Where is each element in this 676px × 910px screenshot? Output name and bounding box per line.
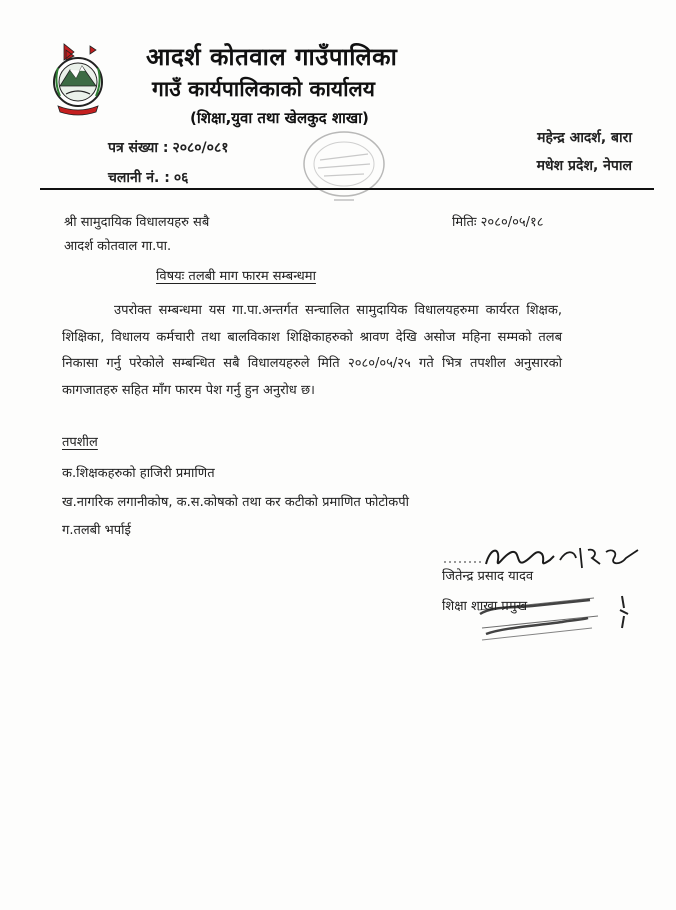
pen-mark-icon [614,592,634,632]
details-item: ख.नागरिक लगानीकोष, क.स.कोषको तथा कर कटीको प्रमाणित फोटोकपी [62,495,409,510]
dispatch-number-value: ०६ [173,170,189,186]
recipient-line-2: आदर्श कोतवाल गा.पा. [64,239,172,254]
dispatch-number-label: चलानी नं. : [108,170,170,186]
details-item: ग.तलबी भर्पाई [62,523,131,538]
body-paragraph: उपरोक्त सम्बन्धमा यस गा.पा.अन्तर्गत सन्चालित सामुदायिक विधालयहरुमा कार्यरत शिक्षक, शिक्षिका, विधालय कर्मचारी तथा बालविकाश शिक्षिकाहरुको श्रावण देखि असोज महिना सम्मको तलब निकासा गर्नु परेकोले सम्बन्धित सबै विधालयहरुले मिति २०८०/०५/२५ गते भित्र तपशील अनुसारको कागजातहरु सहित माँग फारम पेश गर्नु हुन अनुरोध छ। [62,303,562,398]
dispatch-number [108,168,188,187]
letter-date: मितिः २०८०/०५/१८ [452,215,544,230]
details-item: क.शिक्षकहरुको हाजिरी प्रमाणित [62,466,215,481]
name-stamp-icon [472,584,612,656]
signer-title: शिक्षा शाखा प्रमुख [442,599,528,614]
address-line-1: महेन्द्र आदर्श, बारा [537,130,632,146]
letter-number-value: २०८०/०८१ [172,140,229,156]
branch-name: (शिक्षा,युवा तथा खेलकुद शाखा) [190,109,369,127]
signer-name: जितेन्द्र प्रसाद यादव [442,569,534,584]
nepal-emblem-icon [50,38,106,118]
letter-number [108,138,229,157]
header-divider [40,188,654,190]
office-name: आदर्श कोतवाल गाउँपालिका [146,42,398,71]
recipient-line-1: श्री सामुदायिक विधालयहरु सबै [64,215,210,230]
subject-line: विषयः तलबी माग फारम सम्बन्धमा [156,269,316,284]
details-heading: तपशील [62,435,98,450]
office-subtitle: गाउँ कार्यपालिकाको कार्यालय [152,76,375,101]
letter-number-label: पत्र संख्या : [108,140,169,156]
address-line-2: मधेश प्रदेश, नेपाल [536,158,632,174]
office-stamp-icon [296,124,392,206]
